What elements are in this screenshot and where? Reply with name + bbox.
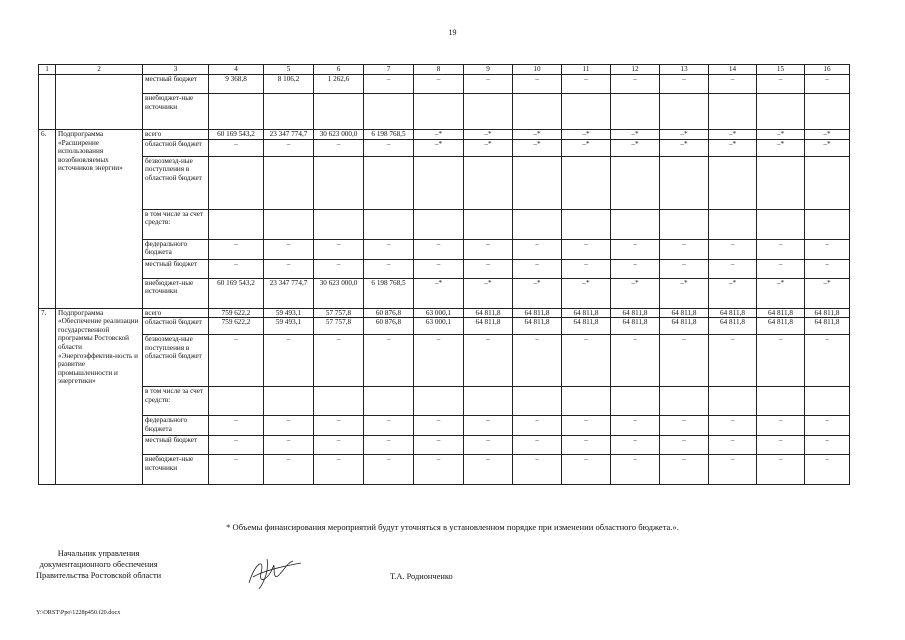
value-cell [805, 209, 850, 239]
funding-source: местный бюджет [143, 436, 209, 455]
value-cell: – [757, 436, 805, 455]
value-cell [709, 94, 757, 130]
value-cell: – [464, 416, 513, 436]
value-cell: 57 757,8 [314, 308, 364, 318]
signer-name: Т.А. Родионченко [390, 572, 453, 581]
value-cell [562, 156, 611, 209]
value-cell [611, 156, 660, 209]
value-cell: –* [414, 139, 464, 156]
value-cell [757, 94, 805, 130]
value-cell: 30 623 000,0 [314, 278, 364, 308]
value-cell: 64 811,8 [805, 318, 850, 335]
value-cell: – [209, 139, 264, 156]
value-cell: 64 811,8 [660, 318, 709, 335]
value-cell [264, 156, 314, 209]
value-cell: – [660, 239, 709, 259]
value-cell [264, 387, 314, 416]
value-cell: – [709, 455, 757, 485]
value-cell [562, 209, 611, 239]
value-cell [414, 387, 464, 416]
funding-source: областной бюджет [143, 318, 209, 335]
value-cell [364, 156, 414, 209]
value-cell [757, 387, 805, 416]
value-cell: – [314, 455, 364, 485]
signer-position [36, 548, 161, 581]
value-cell: –* [414, 278, 464, 308]
value-cell [414, 156, 464, 209]
value-cell: – [513, 416, 562, 436]
value-cell: – [314, 259, 364, 278]
value-cell: – [209, 335, 264, 387]
column-header: 9 [464, 65, 513, 75]
value-cell: –* [611, 139, 660, 156]
value-cell [264, 94, 314, 130]
value-cell: – [757, 455, 805, 485]
column-header: 7 [364, 65, 414, 75]
value-cell: – [264, 436, 314, 455]
value-cell [611, 209, 660, 239]
value-cell: – [611, 436, 660, 455]
handwritten-signature [243, 553, 305, 591]
column-header: 10 [513, 65, 562, 75]
value-cell: –* [709, 278, 757, 308]
value-cell: –* [660, 278, 709, 308]
value-cell: 64 811,8 [513, 318, 562, 335]
value-cell: –* [513, 278, 562, 308]
value-cell: – [660, 75, 709, 94]
value-cell: – [611, 416, 660, 436]
value-cell: –* [611, 130, 660, 140]
value-cell: – [562, 335, 611, 387]
value-cell: 23 347 774,7 [264, 130, 314, 140]
value-cell: –* [464, 139, 513, 156]
column-header: 13 [660, 65, 709, 75]
value-cell: 64 811,8 [464, 308, 513, 318]
value-cell: –* [709, 139, 757, 156]
value-cell: – [209, 455, 264, 485]
signer-position-line: Правительства Ростовской области [36, 571, 162, 580]
signer-position-line: Начальник управления [57, 549, 140, 558]
value-cell: –* [562, 278, 611, 308]
funding-source: в том числе за счет средств: [143, 209, 209, 239]
value-cell: 64 811,8 [464, 318, 513, 335]
value-cell: 64 811,8 [709, 308, 757, 318]
table-row [39, 259, 850, 278]
value-cell: – [314, 416, 364, 436]
column-header: 2 [56, 65, 143, 75]
value-cell [709, 209, 757, 239]
value-cell: – [709, 259, 757, 278]
value-cell: –* [757, 139, 805, 156]
value-cell [209, 156, 264, 209]
column-header: 11 [562, 65, 611, 75]
value-cell: – [805, 335, 850, 387]
value-cell: 759 622,2 [209, 318, 264, 335]
value-cell: – [464, 75, 513, 94]
signer-position-line: документационного обеспечения [39, 560, 158, 569]
table-row [39, 436, 850, 455]
table-row [39, 94, 850, 130]
value-cell: – [464, 335, 513, 387]
value-cell: – [805, 75, 850, 94]
value-cell: – [264, 139, 314, 156]
value-cell: – [805, 259, 850, 278]
value-cell: – [209, 436, 264, 455]
column-header: 5 [264, 65, 314, 75]
funding-source: безвозмезд-ные поступления в областной бюджет [143, 156, 209, 209]
value-cell: – [464, 259, 513, 278]
subprogram-number [39, 75, 56, 130]
value-cell: – [364, 75, 414, 94]
value-cell [513, 387, 562, 416]
value-cell: – [562, 416, 611, 436]
funding-source: областной бюджет [143, 139, 209, 156]
column-header: 15 [757, 65, 805, 75]
value-cell: – [805, 436, 850, 455]
value-cell: 64 811,8 [660, 308, 709, 318]
value-cell [364, 209, 414, 239]
column-header: 3 [143, 65, 209, 75]
table-row [39, 318, 850, 335]
value-cell: – [757, 239, 805, 259]
value-cell [314, 209, 364, 239]
table-row [39, 209, 850, 239]
value-cell: 59 493,1 [264, 308, 314, 318]
value-cell: – [757, 259, 805, 278]
funding-source: федерального бюджета [143, 239, 209, 259]
value-cell: – [611, 239, 660, 259]
value-cell: – [414, 335, 464, 387]
value-cell [611, 387, 660, 416]
value-cell: –* [805, 139, 850, 156]
value-cell [709, 156, 757, 209]
value-cell: –* [805, 130, 850, 140]
value-cell [464, 156, 513, 209]
value-cell [709, 387, 757, 416]
column-header: 16 [805, 65, 850, 75]
value-cell: 60 169 543,2 [209, 130, 264, 140]
value-cell: – [464, 239, 513, 259]
value-cell [757, 209, 805, 239]
value-cell: 1 262,6 [314, 75, 364, 94]
funding-source: внебюджет-ные источники [143, 94, 209, 130]
value-cell: – [562, 436, 611, 455]
value-cell [314, 156, 364, 209]
value-cell [805, 94, 850, 130]
value-cell: – [805, 416, 850, 436]
page-number: 19 [448, 28, 457, 37]
value-cell: – [314, 436, 364, 455]
value-cell: – [757, 335, 805, 387]
value-cell: – [264, 335, 314, 387]
value-cell: –* [660, 130, 709, 140]
funding-source: местный бюджет [143, 259, 209, 278]
value-cell: 59 493,1 [264, 318, 314, 335]
value-cell: – [264, 259, 314, 278]
value-cell: – [709, 416, 757, 436]
table-row [39, 130, 850, 140]
value-cell [414, 94, 464, 130]
funding-source: всего [143, 308, 209, 318]
value-cell: – [414, 239, 464, 259]
value-cell: – [611, 455, 660, 485]
value-cell: – [414, 259, 464, 278]
table-row [39, 416, 850, 436]
subprogram-name [56, 75, 143, 130]
value-cell [513, 94, 562, 130]
value-cell: 64 811,8 [611, 318, 660, 335]
value-cell: – [660, 436, 709, 455]
value-cell: – [562, 239, 611, 259]
budget-table [38, 64, 850, 485]
value-cell: – [414, 436, 464, 455]
value-cell: – [513, 259, 562, 278]
value-cell: 9 368,8 [209, 75, 264, 94]
value-cell: –* [414, 130, 464, 140]
funding-source: федерального бюджета [143, 416, 209, 436]
value-cell: 63 000,1 [414, 318, 464, 335]
value-cell: – [513, 436, 562, 455]
value-cell: – [660, 259, 709, 278]
value-cell: – [611, 335, 660, 387]
value-cell: – [364, 416, 414, 436]
value-cell: – [464, 436, 513, 455]
table-row [39, 156, 850, 209]
value-cell: – [757, 75, 805, 94]
table-row [39, 387, 850, 416]
value-cell: – [364, 139, 414, 156]
funding-source: безвозмезд-ные поступления в областной бюджет [143, 335, 209, 387]
value-cell: – [709, 239, 757, 259]
value-cell: – [364, 436, 414, 455]
value-cell [611, 94, 660, 130]
value-cell: –* [709, 130, 757, 140]
value-cell: – [209, 239, 264, 259]
subprogram-name: Подпрограмма «Расширение использования возобновляемых источников энергии» [56, 130, 143, 309]
value-cell: –* [757, 278, 805, 308]
value-cell: – [660, 455, 709, 485]
value-cell: –* [562, 139, 611, 156]
value-cell: 64 811,8 [562, 318, 611, 335]
funding-source: местный бюджет [143, 75, 209, 94]
value-cell: –* [464, 278, 513, 308]
value-cell [660, 387, 709, 416]
value-cell: –* [513, 139, 562, 156]
value-cell: – [562, 75, 611, 94]
value-cell: – [264, 239, 314, 259]
value-cell: 64 811,8 [709, 318, 757, 335]
value-cell: 64 811,8 [513, 308, 562, 318]
table-row [39, 75, 850, 94]
table-body [39, 75, 850, 485]
value-cell: 759 622,2 [209, 308, 264, 318]
value-cell: – [611, 75, 660, 94]
value-cell [805, 156, 850, 209]
value-cell: 8 106,2 [264, 75, 314, 94]
value-cell [513, 209, 562, 239]
value-cell: 64 811,8 [757, 318, 805, 335]
value-cell: – [364, 239, 414, 259]
value-cell: 63 000,1 [414, 308, 464, 318]
value-cell: 30 623 000,0 [314, 130, 364, 140]
subprogram-name: Подпрограмма «Обеспечение реализации государственной программы Ростовской области «Энергоэффектив-ность и развитие промышленности и энергетики» [56, 308, 143, 485]
value-cell: – [364, 259, 414, 278]
value-cell: – [314, 335, 364, 387]
value-cell [209, 387, 264, 416]
value-cell: – [513, 455, 562, 485]
value-cell: 60 876,8 [364, 318, 414, 335]
value-cell [805, 387, 850, 416]
table-row [39, 239, 850, 259]
value-cell [314, 94, 364, 130]
value-cell [660, 156, 709, 209]
value-cell: – [709, 75, 757, 94]
value-cell [513, 156, 562, 209]
table-row [39, 139, 850, 156]
value-cell: – [757, 416, 805, 436]
value-cell: – [414, 75, 464, 94]
value-cell: –* [805, 278, 850, 308]
value-cell: 64 811,8 [805, 308, 850, 318]
value-cell: – [562, 455, 611, 485]
table-row [39, 335, 850, 387]
value-cell [364, 387, 414, 416]
value-cell: – [805, 239, 850, 259]
value-cell: – [209, 416, 264, 436]
value-cell: – [660, 416, 709, 436]
value-cell [209, 209, 264, 239]
funding-source: внебюджет-ные источники [143, 455, 209, 485]
table-header-row [39, 65, 850, 75]
value-cell: – [611, 259, 660, 278]
value-cell: 60 169 543,2 [209, 278, 264, 308]
table-row [39, 455, 850, 485]
value-cell: –* [562, 130, 611, 140]
value-cell [757, 156, 805, 209]
column-header: 4 [209, 65, 264, 75]
value-cell [414, 209, 464, 239]
value-cell: – [709, 335, 757, 387]
value-cell [264, 209, 314, 239]
column-header: 6 [314, 65, 364, 75]
value-cell: – [414, 416, 464, 436]
funding-source: в том числе за счет средств: [143, 387, 209, 416]
value-cell: – [414, 455, 464, 485]
value-cell: – [709, 436, 757, 455]
value-cell: – [805, 455, 850, 485]
value-cell: 57 757,8 [314, 318, 364, 335]
value-cell: – [513, 75, 562, 94]
column-header: 12 [611, 65, 660, 75]
value-cell [562, 94, 611, 130]
value-cell: – [464, 455, 513, 485]
funding-source: всего [143, 130, 209, 140]
file-path: Y:\ORST\Ppo\1228p450.f20.docx [36, 609, 121, 616]
value-cell: – [209, 259, 264, 278]
column-header: 14 [709, 65, 757, 75]
value-cell: – [660, 335, 709, 387]
value-cell [464, 209, 513, 239]
value-cell: 6 198 768,5 [364, 130, 414, 140]
value-cell [314, 387, 364, 416]
value-cell: –* [513, 130, 562, 140]
value-cell: 64 811,8 [562, 308, 611, 318]
value-cell: 23 347 774,7 [264, 278, 314, 308]
value-cell: 60 876,8 [364, 308, 414, 318]
subprogram-number: 6. [39, 130, 56, 309]
table-row [39, 308, 850, 318]
value-cell: – [264, 416, 314, 436]
value-cell: –* [660, 139, 709, 156]
value-cell [660, 94, 709, 130]
table-row [39, 278, 850, 308]
value-cell: 6 198 768,5 [364, 278, 414, 308]
funding-source: внебюджет-ные источники [143, 278, 209, 308]
value-cell [562, 387, 611, 416]
value-cell: – [314, 239, 364, 259]
value-cell: 64 811,8 [757, 308, 805, 318]
value-cell: – [314, 139, 364, 156]
value-cell [364, 94, 414, 130]
value-cell: 64 811,8 [611, 308, 660, 318]
value-cell: – [364, 455, 414, 485]
value-cell [660, 209, 709, 239]
value-cell: – [513, 335, 562, 387]
column-header: 1 [39, 65, 56, 75]
value-cell [464, 387, 513, 416]
value-cell [464, 94, 513, 130]
value-cell: – [562, 259, 611, 278]
footnote: * Объемы финансирования мероприятий будут уточняться в установленном порядке при изменении областного бюджета.». [226, 522, 679, 532]
value-cell: –* [757, 130, 805, 140]
value-cell: – [264, 455, 314, 485]
column-header: 8 [414, 65, 464, 75]
value-cell: – [513, 239, 562, 259]
value-cell: –* [611, 278, 660, 308]
value-cell: – [364, 335, 414, 387]
value-cell [209, 94, 264, 130]
value-cell: –* [464, 130, 513, 140]
subprogram-number: 7. [39, 308, 56, 485]
